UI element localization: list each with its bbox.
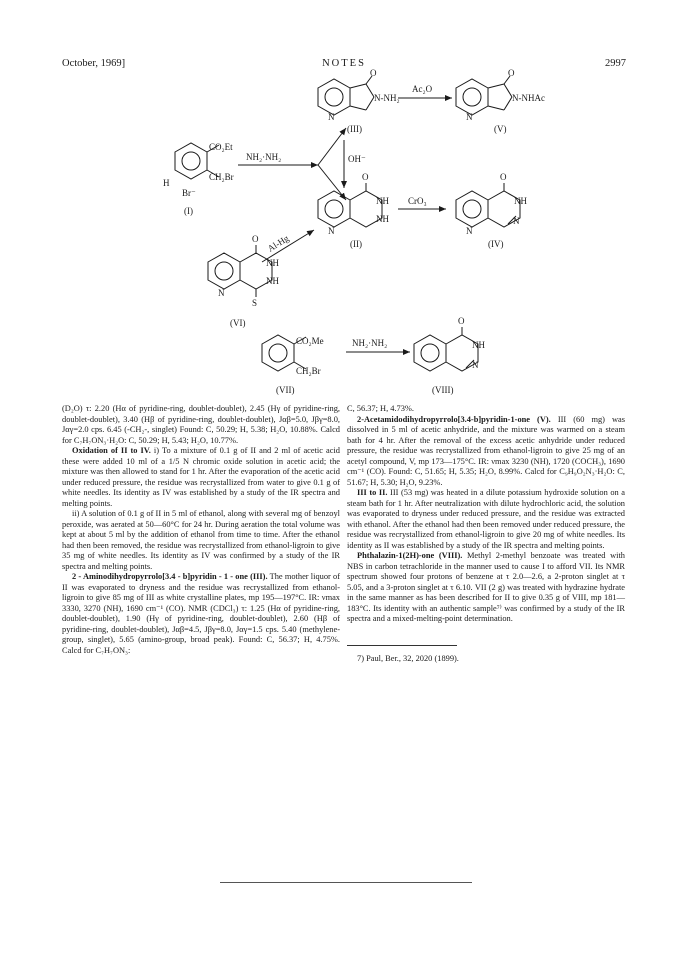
- V-nnhac: N-NHAc: [512, 93, 545, 103]
- footnote-rule: [347, 645, 457, 646]
- VIII-o: O: [458, 316, 465, 326]
- compound-III-structure: [318, 76, 374, 115]
- compound-I-label: (I): [184, 206, 193, 216]
- compound-IV-structure: [456, 183, 520, 227]
- compound-VI-label: (VI): [230, 318, 246, 328]
- compound-VIII-heading: Phthalazin-1(2H)-one (VIII).: [357, 551, 463, 560]
- reaction-scheme: [0, 0, 688, 400]
- I-co2et: CO₂Et: [209, 142, 233, 152]
- compound-VIII-structure: [414, 327, 478, 371]
- I-h: H: [163, 178, 170, 188]
- II-o: O: [362, 172, 369, 182]
- oxidation-heading: Oxidation of II to IV.: [72, 446, 151, 455]
- left-paragraph-3: ii) A solution of 0.1 g of II in 5 ml of ethanol, along with several mg of benzoyl peroxide, was aerated at 50—60°C for 24 hr. During aeration the total volume was kept at about 5 ml by the addition of ethanol from time to time. After the ethanol had then been removed, the residue was recrystallized from ethanol-ligroin to give 35 mg of white needles. Its identity as IV was confirmed by a study of the IR spectra and melting points.: [62, 509, 340, 571]
- reagent-cro3: CrO₃: [408, 196, 427, 206]
- left-paragraph-1: (D₂O) τ: 2.20 (Hα of pyridine-ring, doublet-doublet), 2.45 (Hγ of pyridine-ring, doublet-doublet), 3.40 (Hβ of pyridine-ring, doublet-doublet), Jαβ=5.0, Jβγ=8.0, Jαγ=2.0 cps. 6.45 (-CH₂-, singlet) Found: C, 50.29; H, 5.38; H₂O, 10.88%. Calcd for C₇H₇ON₃·H₂O: C, 50.29; H, 5.43; H₂O, 10.77%.: [62, 404, 340, 445]
- III-n: N: [328, 112, 335, 122]
- VIII-nh: NH: [472, 340, 485, 350]
- III-nnh2: N-NH₂: [374, 93, 400, 103]
- compound-III-label: (III): [347, 124, 362, 134]
- compound-VIII-label: (VIII): [432, 385, 454, 395]
- right-paragraph-1: C, 56.37; H, 4.73%.: [347, 404, 414, 413]
- II-nh2: NH: [376, 214, 389, 224]
- compound-V-heading: 2-Acetamidodihydropyrrolo[3.4-b]pyridin-1-one (V).: [357, 414, 551, 424]
- header-date: October, 1969]: [62, 58, 126, 69]
- header-section: NOTES: [322, 58, 366, 69]
- compound-III-heading: 2 - Aminodihydropyrrolo[3.4 - b]pyridin - 1 - one (III).: [72, 572, 268, 581]
- left-column: [62, 404, 340, 656]
- VI-n: N: [218, 288, 225, 298]
- bottom-rule: [220, 882, 472, 883]
- arrow-to-II: [318, 165, 346, 200]
- VI-o: O: [252, 234, 259, 244]
- footnote: 7) Paul, Ber., 32, 2020 (1899).: [357, 653, 459, 663]
- compound-VII-label: (VII): [276, 385, 295, 395]
- IV-nh: NH: [514, 196, 527, 206]
- header-page-number: 2997: [605, 58, 626, 69]
- I-ch2br: CH₂Br: [209, 172, 234, 182]
- IV-o: O: [500, 172, 507, 182]
- compound-II-label: (II): [350, 239, 362, 249]
- left-paragraph-4: 2 - Aminodihydropyrrolo[3.4 - b]pyridin - 1 - one (III). The mother liquor of II was evaporated to dryness and the residue was recrystallized from ethanol-ligroin to give 85 mg of III as white crystalline plates, mp 195—197°C. IR: νmax 3330, 3270 (NH), 1690 cm⁻¹ (CO). NMR (CDCl₃) τ: 1.25 (Hα of pyridine-ring, doublet-doublet), 1.90 (Hγ of pyridine-ring, doublet-doublet), 2.60 (Hβ of pyridine-ring, doublet-doublet), Jαβ=4.5, Jβγ=8.0, Jαγ=1.5 cps. 5.40 (methylene-group, singlet), 5.65 (amino-group, broad peak). Found: C, 56.37; H, 4.75%. Calcd for C₇H₇ON₃:: [62, 572, 340, 655]
- VI-nh2: NH: [266, 276, 279, 286]
- reagent-ac2o: Ac₂O: [412, 84, 433, 94]
- compound-IV-label: (IV): [488, 239, 504, 249]
- V-o: O: [508, 68, 515, 78]
- right-column: [347, 404, 625, 664]
- left-paragraph-2: Oxidation of II to IV. i) To a mixture of 0.1 g of II and 2 ml of acetic acid these were added 10 ml of a 1/5 N chromic oxide solution in acetic acid; the mixture was then allowed to stand for 1 hr. After the evaporation of the acetic acid under reduced pressure, the residue was recrystallized from water to give 0.1 g of white needles. Its identity as IV was established by a study of the IR spectra and melting points.: [62, 446, 340, 508]
- VIII-n: N: [472, 360, 479, 370]
- VI-s: S: [252, 298, 258, 308]
- compound-V-structure: [456, 76, 512, 115]
- reagent-oh: OH⁻: [348, 154, 366, 164]
- III-o: O: [370, 68, 377, 78]
- compound-II-structure: [318, 183, 382, 227]
- right-paragraph-2: 2-Acetamidodihydropyrrolo[3.4-b]pyridin-1-one (V). III (60 mg) was dissolved in 5 ml of acetic anhydride, and the mixture was warmed on a steam bath for 4 hr. After the removal of the excess acetic anhydride under reduced pressure, the residue was recrystallized from ethanol-ligroin to give 25 mg of an acetyl compound, V, mp 173—175°C. IR: νmax 3230 (NH), 1720 (COCH₃), 1690 cm⁻¹ (CO). Found: C, 51.65; H, 5.35; H₂O, 8.99%. Calcd for C₉H₉O₂N₃·H₂O: C, 51.67; H, 5.30; H₂O, 9.23%.: [347, 414, 626, 487]
- compound-V-label: (V): [494, 124, 507, 134]
- III-to-II-heading: III to II.: [357, 488, 388, 497]
- VI-nh1: NH: [266, 258, 279, 268]
- II-nh1: NH: [376, 196, 389, 206]
- VII-ch2br: CH₂Br: [296, 366, 321, 376]
- IV-n1: N: [513, 216, 520, 226]
- reagent-hydrazine-2: NH₂·NH₂: [352, 338, 388, 348]
- I-br: Br⁻: [182, 188, 196, 198]
- IV-n2: N: [466, 226, 473, 236]
- reagent-alhg: Al-Hg: [265, 233, 291, 254]
- reagent-hydrazine: NH₂·NH₂: [246, 152, 282, 162]
- arrow-to-III: [318, 128, 346, 165]
- II-n: N: [328, 226, 335, 236]
- V-n: N: [466, 112, 473, 122]
- right-paragraph-4: Phthalazin-1(2H)-one (VIII). Methyl 2-methyl benzoate was treated with NBS in carbon tetrachloride in the manner used to cause I to afford VII. Its NMR spectrum showed four protons of benzene at τ 2.0—2.6, a 2-proton singlet at τ 5.05, and a 3-proton singlet at τ 6.10. VII (2 g) was treated with hydrazine hydrate in the same manner as has been described for II to give 0.35 g of VIII, mp 181—183°C. Its identity with an authentic sample⁷⁾ was confirmed by a study of the IR spectra and a mixed-melting-point determination.: [347, 551, 625, 623]
- right-paragraph-3: III to II. III (53 mg) was heated in a dilute potassium hydroxide solution on a steam bath for 1 hr. After neutralization with dilute hydrochloric acid, the solution was evaporated to dryness under reduced pressure, and the residue was extracted with ethanol. After the ethanol had then been removed under reduced pressure, the residue was recrystallized from ethanol-ligroin to give 20 mg of white needles. Its identity as II was established by a study of the IR spectra and melting points.: [347, 488, 625, 550]
- VII-co2me: CO₂Me: [296, 336, 324, 346]
